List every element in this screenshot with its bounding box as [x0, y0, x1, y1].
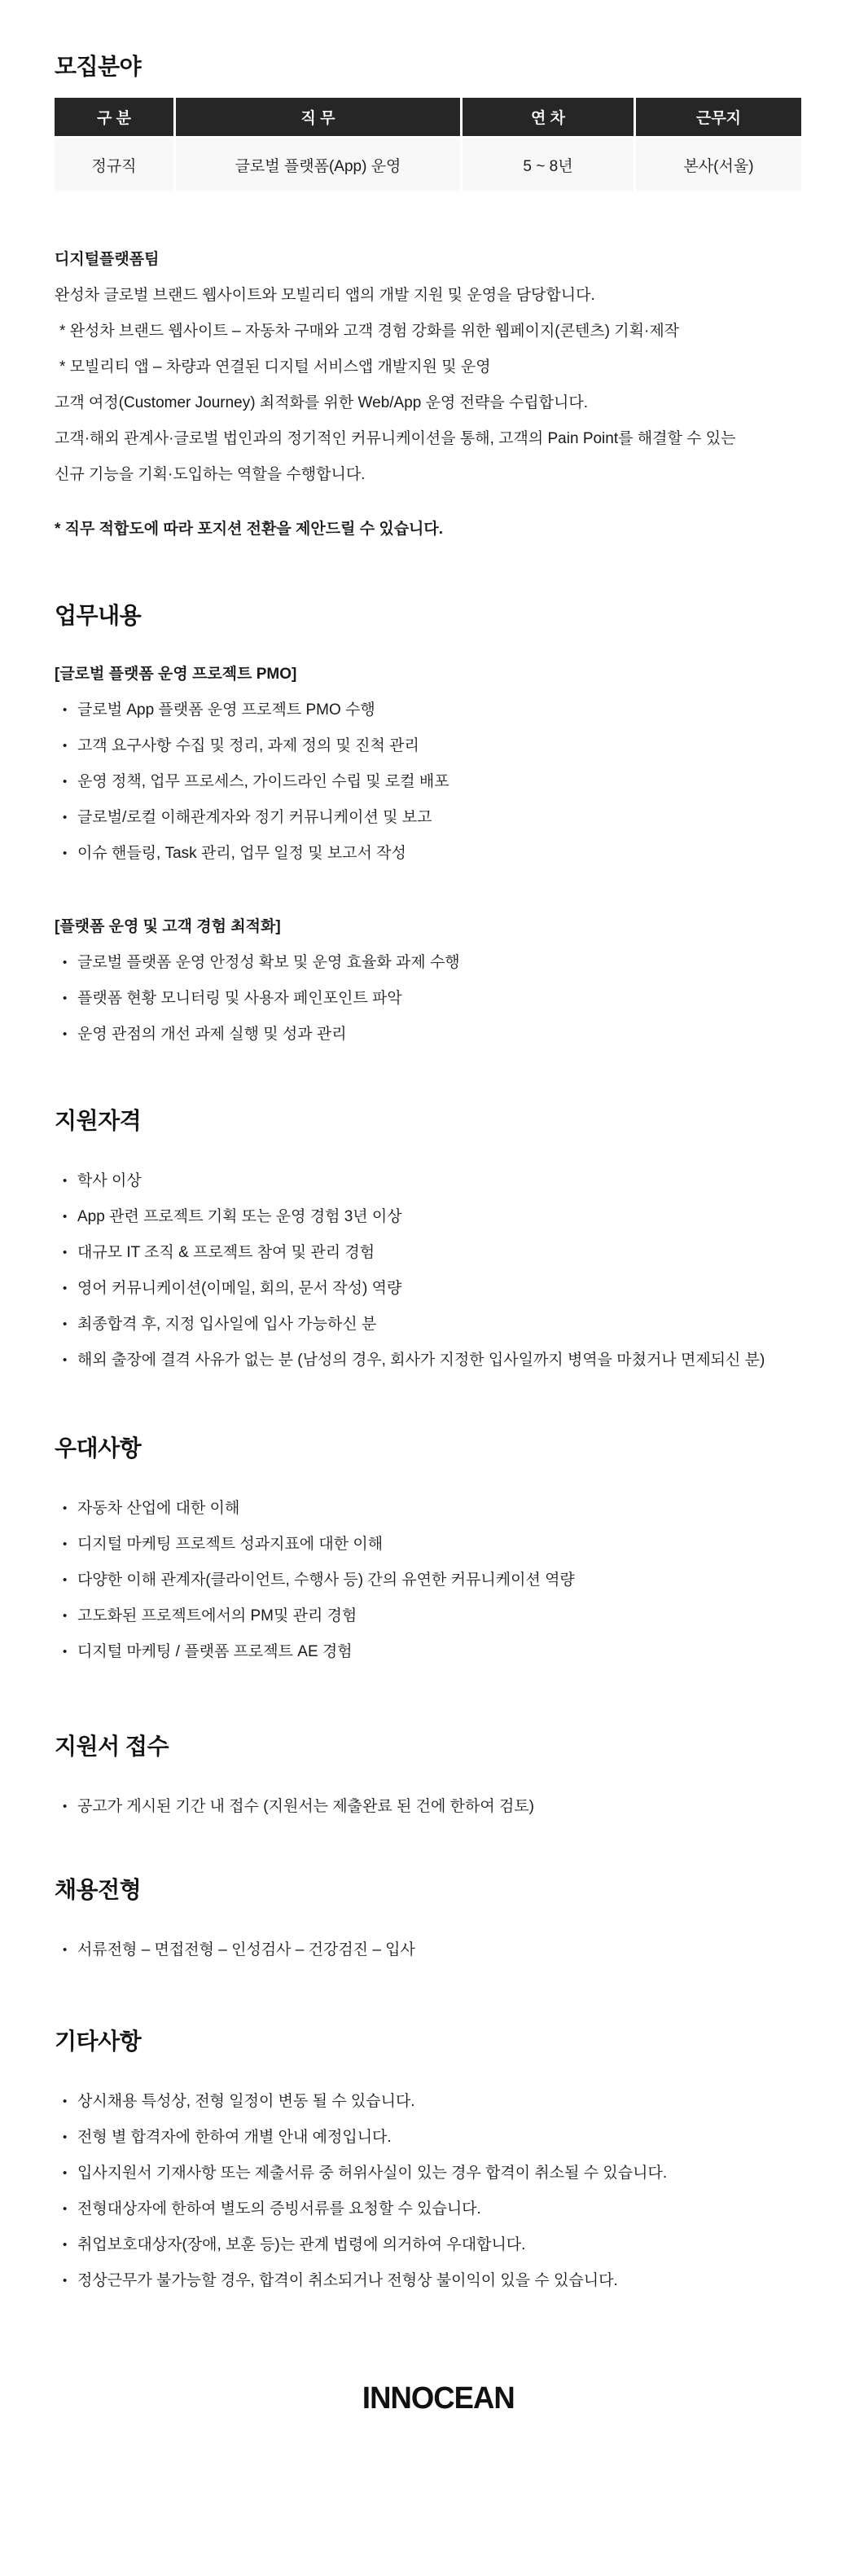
- section-recruit-field: [55, 52, 822, 191]
- recruit-table-header-job: 직 무: [176, 98, 463, 138]
- list-item: • 최종합격 후, 지정 입사일에 입사 가능하신 분: [55, 1315, 822, 1334]
- list-item: • 대규모 IT 조직 & 프로젝트 참여 및 관리 경험: [55, 1243, 822, 1263]
- list-item: • 전형 별 합격자에 한하여 개별 안내 예정입니다.: [55, 2128, 822, 2147]
- list-item: • 이슈 핸들링, Task 관리, 업무 일정 및 보고서 작성: [55, 844, 822, 864]
- recruit-cell-experience: 5 ~ 8년: [463, 138, 636, 191]
- section-duties: [55, 601, 822, 1044]
- section-etc: [55, 2027, 822, 2291]
- process-title: 채용전형: [55, 1877, 142, 1902]
- section-process: [55, 1875, 822, 1960]
- list-item: • 전형대상자에 한하여 별도의 증빙서류를 요청할 수 있습니다.: [55, 2200, 822, 2219]
- list-item: • 정상근무가 불가능할 경우, 합격이 취소되거나 전형상 불이익이 있을 수 있습니다.: [55, 2271, 822, 2291]
- preferred-list: [55, 1499, 822, 1662]
- list-item: • 다양한 이해 관계자(클라이언트, 수행사 등) 간의 유연한 커뮤니케이션 역량: [55, 1571, 822, 1590]
- recruit-table: [55, 98, 801, 191]
- section-qualifications: [55, 1106, 822, 1370]
- recruit-table-header-row: [55, 98, 801, 138]
- list-item: • 디지털 마케팅 / 플랫폼 프로젝트 AE 경험: [55, 1642, 822, 1662]
- list-item: • 운영 관점의 개선 과제 실행 및 성과 관리: [55, 1025, 822, 1044]
- qualifications-title: 지원자격: [55, 1108, 142, 1133]
- list-item: • 디지털 마케팅 프로젝트 성과지표에 대한 이해: [55, 1535, 822, 1554]
- job-posting-page: [0, 52, 855, 2521]
- team-intro-line: 완성차 글로벌 브랜드 웹사이트와 모빌리티 앱의 개발 지원 및 운영을 담당합니다.: [55, 287, 595, 304]
- duties-group-subtitle: [플랫폼 운영 및 고객 경험 최적화]: [55, 918, 281, 935]
- list-item: • 해외 출장에 결격 사유가 없는 분 (남성의 경우, 회사가 지정한 입사일까지 병역을 마쳤거나 면제되신 분): [55, 1351, 822, 1370]
- team-name: 디지털플랫폼팀: [55, 251, 160, 268]
- position-change-note: * 직무 적합도에 따라 포지션 전환을 제안드릴 수 있습니다.: [55, 521, 444, 538]
- team-intro-line: 고객·해외 관계사·글로벌 법인과의 정기적인 커뮤니케이션을 통해, 고객의 Pain Point를 해결할 수 있는: [55, 430, 736, 447]
- duties-group-2-list: [55, 953, 822, 1044]
- application-list: [55, 1797, 822, 1817]
- recruit-table-header-location: 근무지: [636, 98, 801, 138]
- recruit-cell-job: 글로벌 플랫폼(App) 운영: [176, 138, 463, 191]
- recruit-table-header-type: 구 분: [55, 98, 176, 138]
- etc-title: 기타사항: [55, 2029, 142, 2054]
- list-item: • 고객 요구사항 수집 및 정리, 과제 정의 및 진척 관리: [55, 736, 822, 756]
- list-item: • 운영 정책, 업무 프로세스, 가이드라인 수립 및 로컬 배포: [55, 772, 822, 792]
- list-item: • 입사지원서 기재사항 또는 제출서류 중 허위사실이 있는 경우 합격이 취소될 수 있습니다.: [55, 2164, 822, 2183]
- team-intro-line: 신규 기능을 기획·도입하는 역할을 수행합니다.: [55, 466, 366, 483]
- team-intro-line: 고객 여정(Customer Journey) 최적화를 위한 Web/App 운영 전략을 수립합니다.: [55, 394, 589, 411]
- list-item: • 상시채용 특성상, 전형 일정이 변동 될 수 있습니다.: [55, 2092, 822, 2112]
- section-application: [55, 1732, 822, 1817]
- process-list: [55, 1941, 822, 1960]
- etc-list: [55, 2092, 822, 2291]
- footer: [55, 2382, 822, 2415]
- list-item: • 학사 이상: [55, 1172, 822, 1191]
- duties-title: 업무내용: [55, 603, 142, 628]
- recruit-table-row: [55, 138, 801, 191]
- list-item: • App 관련 프로젝트 기획 또는 운영 경험 3년 이상: [55, 1207, 822, 1227]
- list-item: • 서류전형 – 면접전형 – 인성검사 – 건강검진 – 입사: [55, 1941, 822, 1960]
- list-item: • 자동차 산업에 대한 이해: [55, 1499, 822, 1519]
- list-item: • 글로벌 App 플랫폼 운영 프로젝트 PMO 수행: [55, 701, 822, 720]
- duties-group-subtitle: [글로벌 플랫폼 운영 프로젝트 PMO]: [55, 666, 297, 683]
- recruit-cell-type: 정규직: [55, 138, 176, 191]
- list-item: • 글로벌 플랫폼 운영 안정성 확보 및 운영 효율화 과제 수행: [55, 953, 822, 973]
- list-item: • 취업보호대상자(장애, 보훈 등)는 관계 법령에 의거하여 우대합니다.: [55, 2235, 822, 2255]
- list-item: • 영어 커뮤니케이션(이메일, 회의, 문서 작성) 역량: [55, 1279, 822, 1299]
- list-item: • 글로벌/로컬 이해관계자와 정기 커뮤니케이션 및 보고: [55, 808, 822, 828]
- recruit-cell-location: 본사(서울): [636, 138, 801, 191]
- list-item: • 공고가 게시된 기간 내 접수 (지원서는 제출완료 된 건에 한하여 검토): [55, 1797, 822, 1817]
- recruit-table-header-experience: 연 차: [463, 98, 636, 138]
- qualifications-list: [55, 1172, 822, 1370]
- innocean-logo: INNOCEAN: [362, 2381, 515, 2416]
- list-item: • 고도화된 프로젝트에서의 PM및 관리 경험: [55, 1607, 822, 1626]
- preferred-title: 우대사항: [55, 1435, 142, 1461]
- recruit-field-title: 모집분야: [55, 54, 142, 79]
- application-title: 지원서 접수: [55, 1734, 169, 1759]
- list-item: • 플랫폼 현황 모니터링 및 사용자 페인포인트 파악: [55, 989, 822, 1009]
- section-team-intro: [55, 250, 822, 539]
- section-preferred: [55, 1434, 822, 1662]
- team-intro-line: * 완성차 브랜드 웹사이트 – 자동차 구매와 고객 경험 강화를 위한 웹페이지(콘텐츠) 기획·제작: [59, 323, 680, 340]
- team-intro-line: * 모빌리티 앱 – 차량과 연결된 디지털 서비스앱 개발지원 및 운영: [59, 358, 491, 376]
- duties-group-1-list: [55, 701, 822, 864]
